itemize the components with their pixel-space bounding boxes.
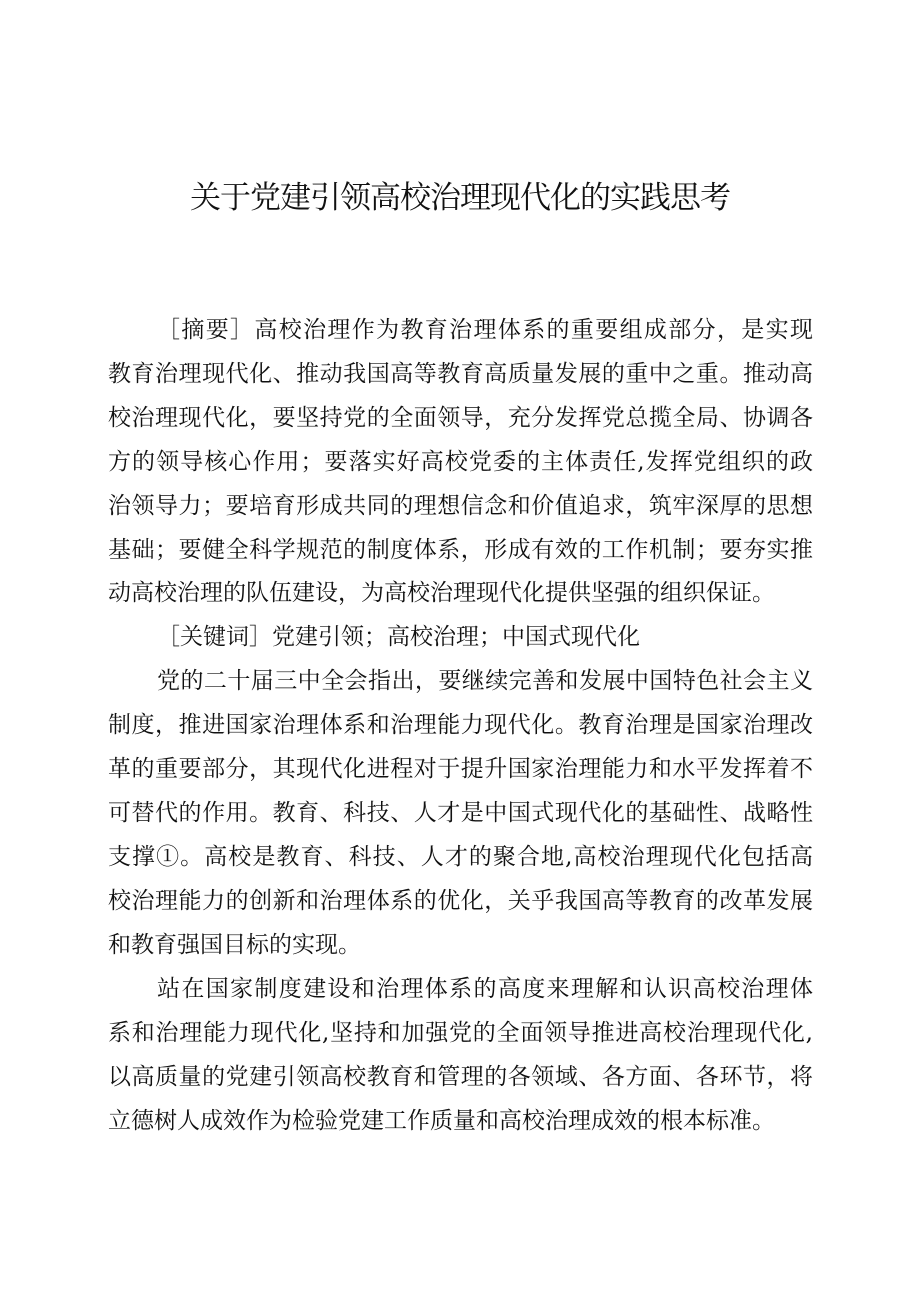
abstract-line: 基础；要健全科学规范的制度体系，形成有效的工作机制；要夯实推 bbox=[108, 537, 813, 563]
abstract-line: 动高校治理的队伍建设，为高校治理现代化提供坚强的组织保证。 bbox=[108, 580, 775, 606]
paragraph-line: 立德树人成效作为检验党建工作质量和高校治理成效的根本标准。 bbox=[108, 1108, 775, 1134]
paragraph-line: 党的二十届三中全会指出，要继续完善和发展中国特色社会主义 bbox=[157, 668, 813, 694]
keywords-line: ［关键词］党建引领；高校治理；中国式现代化 bbox=[157, 624, 640, 650]
abstract-line: 校治理现代化，要坚持党的全面领导，充分发挥党总揽全局、协调各 bbox=[108, 405, 813, 431]
abstract-line: ［摘要］高校治理作为教育治理体系的重要组成部分，是实现 bbox=[157, 317, 813, 343]
paragraph-line: 制度，推进国家治理体系和治理能力现代化。教育治理是国家治理改 bbox=[108, 712, 813, 738]
abstract-line: 教育治理现代化、推动我国高等教育高质量发展的重中之重。推动高 bbox=[108, 361, 813, 387]
abstract-line: 治领导力；要培育形成共同的理想信念和价值追求，筑牢深厚的思想 bbox=[108, 493, 813, 519]
paragraph-line: 以高质量的党建引领高校教育和管理的各领域、各方面、各环节，将 bbox=[108, 1064, 813, 1090]
paragraph-line: 和教育强国目标的实现。 bbox=[108, 932, 361, 958]
paragraph-line: 系和治理能力现代化,坚持和加强党的全面领导推进高校治理现代化, bbox=[108, 1020, 813, 1046]
abstract-line: 方的领导核心作用；要落实好高校党委的主体责任,发挥党组织的政 bbox=[108, 449, 813, 475]
paragraph-line: 站在国家制度建设和治理体系的高度来理解和认识高校治理体 bbox=[157, 976, 813, 1002]
paragraph-line: 革的重要部分，其现代化进程对于提升国家治理能力和水平发挥着不 bbox=[108, 756, 813, 782]
document-title: 关于党建引领高校治理现代化的实践思考 bbox=[190, 180, 730, 216]
paragraph-line: 可替代的作用。教育、科技、人才是中国式现代化的基础性、战略性 bbox=[108, 800, 813, 826]
paragraph-line: 支撑①。高校是教育、科技、人才的聚合地,高校治理现代化包括高 bbox=[108, 844, 813, 870]
paragraph-line: 校治理能力的创新和治理体系的优化，关乎我国高等教育的改革发展 bbox=[108, 888, 813, 914]
